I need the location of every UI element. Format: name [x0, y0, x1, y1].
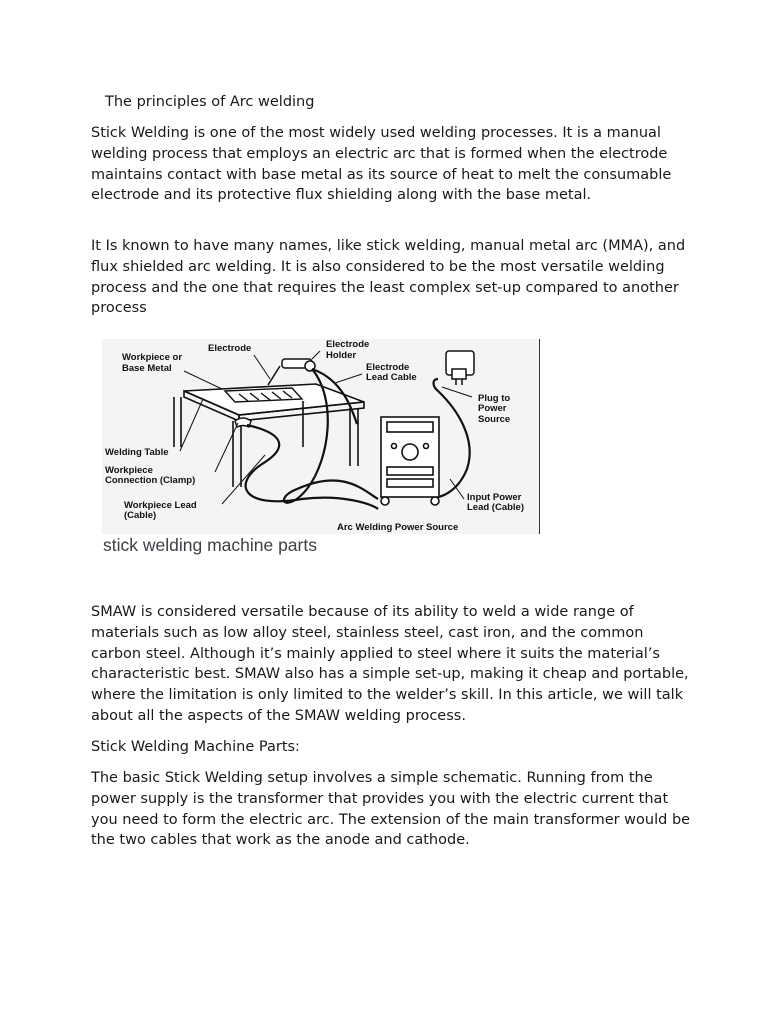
document-title: The principles of Arc welding [105, 94, 315, 110]
paragraph-setup: The basic Stick Welding setup involves a simple schematic. Running from the power supply is the transformer that provides you with the electric current that you need to form the electric arc. The extension of the main transformer would be the two cables that work as the anode and cathode. [91, 770, 691, 849]
welding-diagram-svg [102, 339, 539, 534]
label-input-power-1: Input Power [467, 492, 522, 503]
base-metal-drawing [225, 388, 302, 402]
label-plug-2: Power [478, 403, 507, 414]
label-welding-table: Welding Table [105, 447, 169, 458]
label-electrode: Electrode [208, 343, 252, 354]
power-source-drawing [381, 417, 439, 505]
label-input-power-2: Lead (Cable) [467, 502, 525, 513]
label-workpiece-lead-1: Workpiece Lead [124, 500, 197, 511]
label-lead-cable-1: Electrode [366, 362, 410, 373]
label-clamp-2: Connection (Clamp) [105, 475, 196, 486]
label-clamp-1: Workpiece [105, 465, 153, 476]
label-lead-cable-2: Lead Cable [366, 372, 417, 383]
label-holder-1: Electrode [326, 339, 370, 350]
paragraph-intro: Stick Welding is one of the most widely used welding processes. It is a manual welding process that employs an electric arc that is formed when the electrode maintains contact with base metal as its source of heat to melt the consumable electrode and its protective flux shielding along with the base metal. [91, 125, 672, 204]
label-workpiece-2: Base Metal [122, 363, 172, 374]
paragraph-names: It Is known to have many names, like stick welding, manual metal arc (MMA), and flux shielded arc welding. It is also considered to be the most versatile welding process and the one that requires the least complex set-up compared to another process [91, 238, 686, 317]
welding-diagram [102, 339, 540, 534]
label-power-source: Arc Welding Power Source [337, 522, 459, 533]
label-workpiece-lead-2: (Cable) [124, 510, 157, 521]
label-plug-3: Source [478, 414, 511, 425]
section-heading-machine-parts: Stick Welding Machine Parts: [91, 739, 300, 755]
label-plug-1: Plug to [478, 393, 511, 404]
figure-caption: stick welding machine parts [103, 535, 317, 555]
paragraph-versatility: SMAW is considered versatile because of its ability to weld a wide range of materials such as low alloy steel, stainless steel, cast iron, and the common carbon steel. Although it’s mainly applied to steel where it suits the material’s characteristic best. SMAW also has a simple set-up, making it cheap and portable, where the limitation is only limited to the welder’s skill. In this article, we will talk about all the aspects of the SMAW welding process. [91, 604, 689, 724]
label-workpiece-1: Workpiece or [122, 352, 183, 363]
label-holder-2: Holder [326, 350, 357, 361]
